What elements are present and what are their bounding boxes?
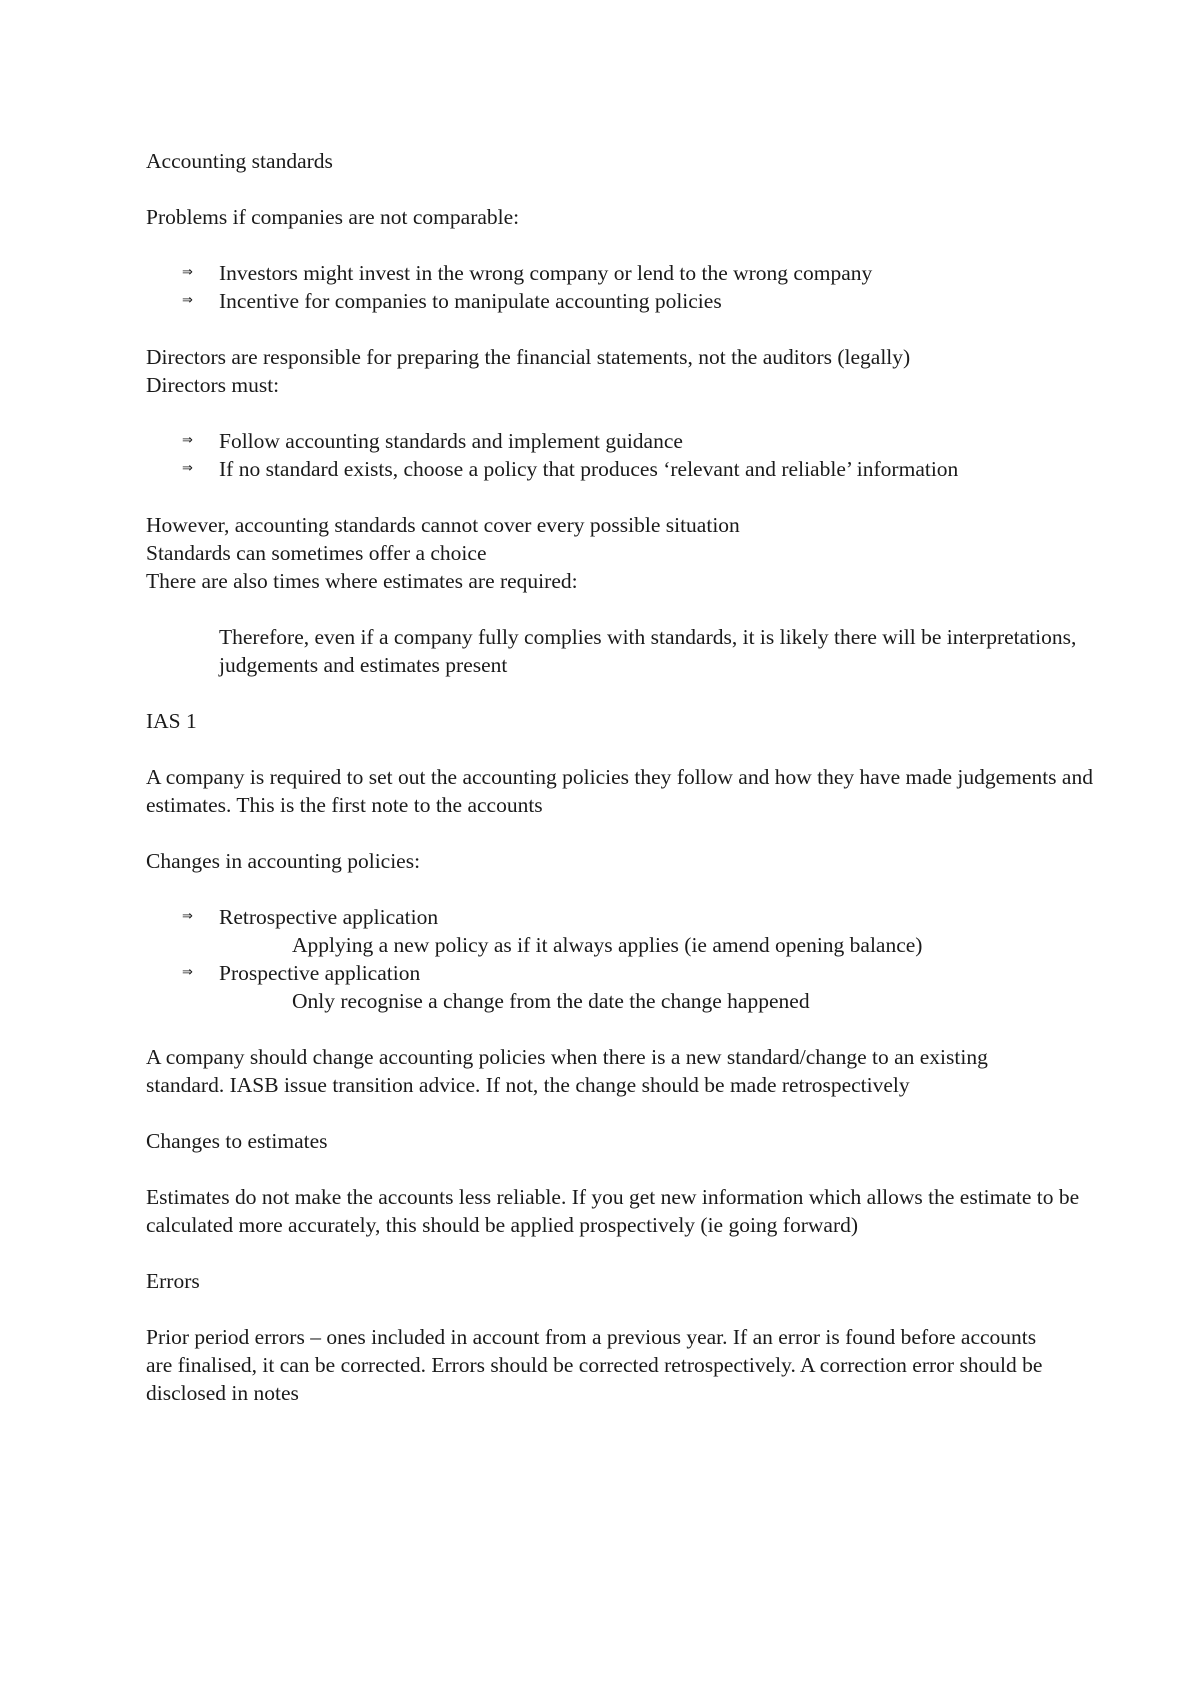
retro-description: Applying a new policy as if it always applies (ie amend opening balance) [292,933,923,957]
errors-paragraph: Prior period errors – ones included in account from a previous year. If an error is found before accounts are finalised, it can be corrected. Errors should be corrected retrospectively. A correction error should be disclosed in notes [146,1325,1043,1405]
arrow-bullet-icon: ⇒ [182,965,193,980]
arrow-bullet-icon: ⇒ [182,433,193,448]
doc-title: Accounting standards [146,149,333,173]
bullet-text: Retrospective application [219,905,439,929]
ias-paragraph: A company is required to set out the accounting policies they follow and how they have made judgements and estimates. This is the first note to the accounts [146,765,1093,817]
changes-policies-heading: Changes in accounting policies: [146,849,421,873]
bullet-text: Incentive for companies to manipulate accounting policies [219,289,722,313]
prosp-description: Only recognise a change from the date the change happened [292,989,810,1013]
however-line: However, accounting standards cannot cover every possible situation [146,513,740,537]
list-item [146,427,1106,455]
list-item [146,959,1106,987]
arrow-bullet-icon: ⇒ [182,265,193,280]
therefore-paragraph: Therefore, even if a company fully complies with standards, it is likely there will be interpretations, judgements and estimates present [219,625,1077,677]
bullet-text: If no standard exists, choose a policy that produces ‘relevant and reliable’ information [219,457,959,481]
list-item [146,455,1106,483]
directors-must-line: Directors must: [146,373,280,397]
problems-heading: Problems if companies are not comparable: [146,205,520,229]
list-item [146,259,1106,287]
change-policy-paragraph: A company should change accounting policies when there is a new standard/change to an existing standard. IASB issue transition advice. If not, the change should be made retrospectively [146,1045,988,1097]
document-page [146,147,1106,1407]
bullet-text: Follow accounting standards and implement guidance [219,429,683,453]
estimates-paragraph: Estimates do not make the accounts less reliable. If you get new information which allows the estimate to be calculated more accurately, this should be applied prospectively (ie going forward) [146,1185,1080,1237]
arrow-bullet-icon: ⇒ [182,293,193,308]
directors-line: Directors are responsible for preparing the financial statements, not the auditors (legally) [146,345,911,369]
application-list [146,903,1106,1015]
arrow-bullet-icon: ⇒ [182,909,193,924]
list-item [146,903,1106,931]
directors-list [146,427,1106,483]
problems-list [146,259,1106,315]
errors-heading: Errors [146,1269,200,1293]
arrow-bullet-icon: ⇒ [182,461,193,476]
bullet-text: Investors might invest in the wrong company or lend to the wrong company [219,261,873,285]
ias-heading: IAS 1 [146,709,197,733]
list-item [146,287,1106,315]
estimates-heading: Changes to estimates [146,1129,328,1153]
bullet-text: Prospective application [219,961,421,985]
standards-choice-line: Standards can sometimes offer a choice [146,541,487,565]
estimates-required-line: There are also times where estimates are required: [146,569,578,593]
